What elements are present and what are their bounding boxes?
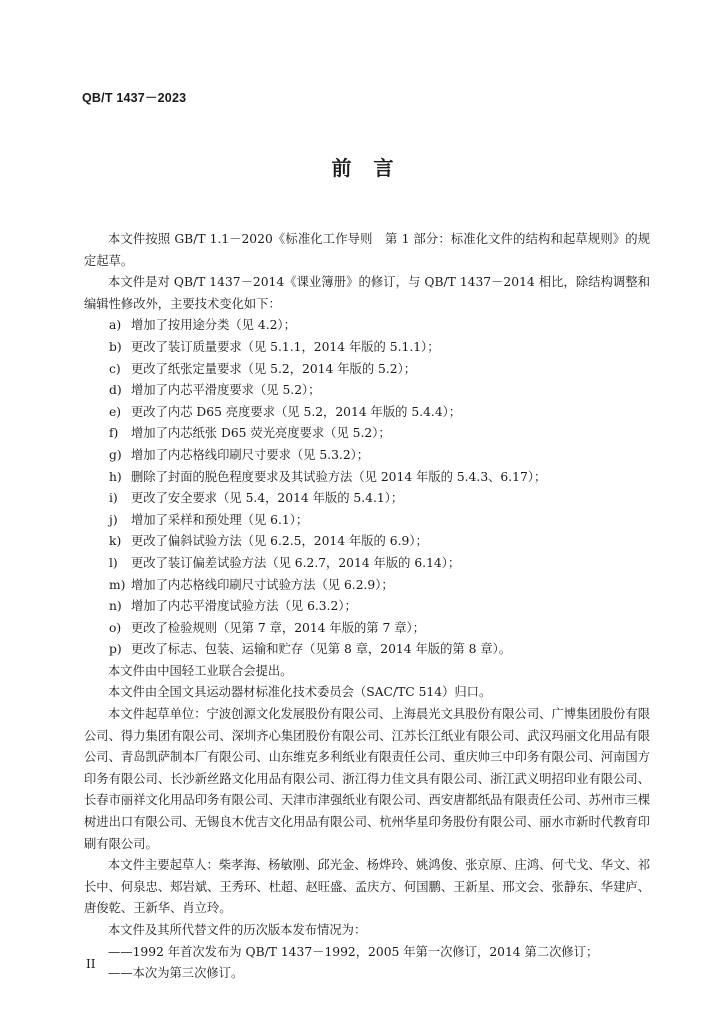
- list-item: [84, 445, 650, 467]
- list-item: [84, 488, 650, 510]
- list-item: [84, 359, 650, 381]
- list-item-text: 增加了内芯纸张 D65 荧光亮度要求（见 5.2）；: [131, 426, 391, 441]
- paragraph-revision-summary: 本文件是对 QB/T 1437－2014《课业簿册》的修订，与 QB/T 1437－2014 相比，除结构调整和编辑性修改外，主要技术变化如下：: [84, 275, 650, 311]
- list-item: [84, 596, 650, 618]
- list-item-text: 更改了装订质量要求（见 5.1.1，2014 年版的 5.1.1）；: [131, 339, 440, 354]
- standard-code: QB/T 1437－2023: [82, 91, 187, 105]
- list-item-text: 更改了标志、包装、运输和贮存（见第 8 章，2014 年版的第 8 章）。: [131, 642, 512, 657]
- list-item-label: j): [109, 512, 118, 527]
- list-item-label: c): [109, 361, 121, 376]
- paragraph-drafting-units: 本文件起草单位：宁波创源文化发展股份有限公司、上海晨光文具股份有限公司、广博集团股份有限公司、得力集团有限公司、深圳齐心集团股份有限公司、江苏长江纸业有限公司、武汉玛丽文化用品有限公司、青岛凯萨制本厂有限公司、山东维克多利纸业有限责任公司、重庆帅三中印务有限公司、河南国方印务有限公司、长沙新丝路文化用品有限公司、浙江得力佳文具有限公司、浙江武义明招印业有限公司、长春市丽祥文化用品印务有限公司、天津市津强纸业有限公司、西安唐都纸品有限责任公司、苏州市三棵树进出口有限公司、无锡良木优吉文化用品有限公司、杭州华星印务股份有限公司、丽水市新时代教育印刷有限公司。: [84, 707, 650, 851]
- list-item-label: l): [109, 555, 118, 570]
- list-item-text: 增加了按用途分类（见 4.2）；: [131, 318, 296, 333]
- paragraph-history-intro: 本文件及其所代替文件的历次版本发布情况为：: [108, 923, 367, 937]
- list-item-text: 删除了封面的脱色程度要求及其试验方法（见 2014 年版的 5.4.3、6.17）；: [131, 469, 547, 484]
- list-item-label: o): [109, 620, 122, 635]
- list-item: [84, 402, 650, 424]
- list-item: [84, 380, 650, 402]
- list-item-label: i): [109, 491, 118, 506]
- list-item-label: n): [109, 599, 122, 614]
- page-title: 前言: [331, 156, 416, 180]
- list-item-text: 增加了内芯格线印刷尺寸试验方法（见 6.2.9）；: [131, 577, 394, 592]
- history-entry: ——1992 年首次发布为 QB/T 1437－1992，2005 年第一次修订，2014 第二次修订；: [108, 944, 599, 959]
- list-item-text: 增加了内芯平滑度要求（见 5.2）；: [131, 383, 321, 398]
- list-item-label: e): [109, 404, 122, 419]
- paragraph-drafters: 本文件主要起草人：柴孝海、杨敏刚、邱光金、杨烨玲、姚鸿俊、张京原、庄鸿、何弋戈、华文、祁长中、何泉忠、郏岩斌、王秀环、杜超、赵旺盛、孟庆方、何国鹏、王新星、邢文会、张静东、华建庐、唐俊乾、王新华、肖立玲。: [84, 858, 650, 916]
- list-item: [84, 510, 650, 532]
- list-item-text: 更改了安全要求（见 5.4，2014 年版的 5.4.1）；: [131, 491, 404, 506]
- list-item: [84, 639, 650, 661]
- list-item: [84, 553, 650, 575]
- list-item-text: 更改了纸张定量要求（见 5.2，2014 年版的 5.2）；: [131, 361, 417, 376]
- list-item-label: m): [109, 577, 126, 592]
- list-item: [84, 337, 650, 359]
- paragraph-managed-by: 本文件由全国文具运动器材标准化技术委员会（SAC/TC 514）归口。: [108, 685, 492, 700]
- list-item-label: d): [109, 383, 122, 398]
- list-item-text: 更改了检验规则（见第 7 章，2014 年版的第 7 章）；: [131, 620, 425, 635]
- list-item: [84, 467, 650, 489]
- history-entry: ——本次为第三次修订。: [108, 966, 244, 981]
- list-item-label: g): [109, 447, 122, 462]
- list-item-label: a): [109, 318, 122, 333]
- list-item-label: f): [109, 426, 119, 441]
- list-item-label: b): [109, 339, 122, 354]
- list-item-text: 更改了内芯 D65 亮度要求（见 5.2，2014 年版的 5.4.4）；: [131, 404, 462, 419]
- paragraph-proposed-by: 本文件由中国轻工业联合会提出。: [108, 663, 293, 678]
- list-item-text: 增加了内芯平滑度试验方法（见 6.3.2）；: [131, 599, 357, 614]
- paragraph-drafting-rules: 本文件按照 GB/T 1.1－2020《标准化工作导则 第 1 部分：标准化文件的结构和起草规则》的规定起草。: [84, 232, 650, 268]
- list-item: [84, 315, 650, 337]
- list-item: [84, 423, 650, 445]
- changes-list: [84, 315, 650, 661]
- foreword-body: [84, 229, 650, 985]
- list-item: [84, 618, 650, 640]
- list-item-text: 增加了内芯格线印刷尺寸要求（见 5.3.2）；: [131, 447, 370, 462]
- list-item-label: k): [109, 534, 122, 549]
- list-item-label: p): [109, 642, 122, 657]
- list-item: [84, 531, 650, 553]
- list-item: [84, 575, 650, 597]
- list-item-text: 增加了采样和预处理（见 6.1）；: [131, 512, 309, 527]
- page-number: II: [86, 957, 96, 971]
- list-item-label: h): [109, 469, 122, 484]
- list-item-text: 更改了装订偏差试验方法（见 6.2.7，2014 年版的 6.14）；: [131, 555, 461, 570]
- list-item-text: 更改了偏斜试验方法（见 6.2.5，2014 年版的 6.9）；: [131, 534, 428, 549]
